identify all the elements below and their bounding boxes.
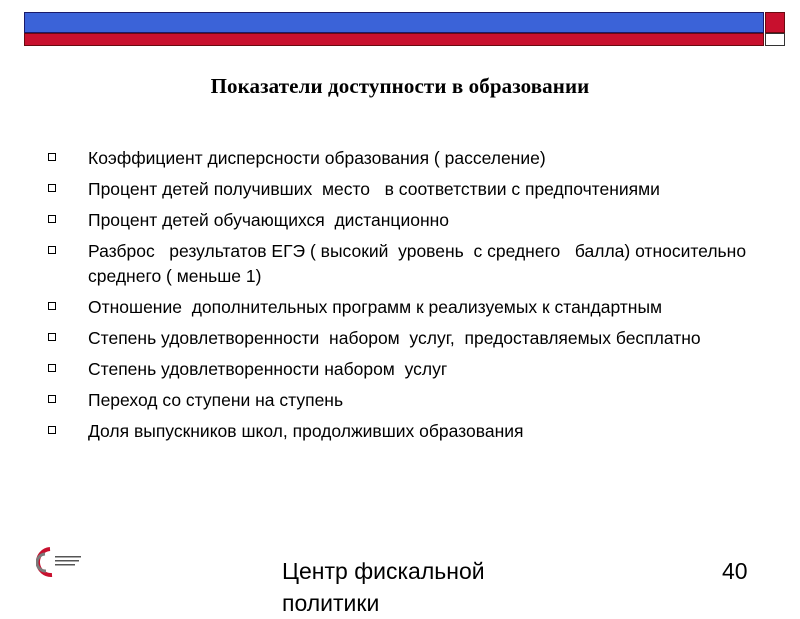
bullet-list (46, 146, 786, 450)
bullet-text: Доля выпускников школ, продолживших образования (88, 421, 524, 441)
center-logo-icon (36, 546, 84, 580)
hollow-square-icon (48, 184, 56, 192)
header-blue-bar (24, 12, 764, 33)
header-corner-white-square (765, 33, 785, 46)
bullet-text: Переход со ступени на ступень (88, 390, 344, 410)
bullet-item (46, 388, 786, 413)
bullet-text: Коэффициент дисперсности образования ( расселение) (88, 148, 546, 168)
bullet-text: Степень удовлетворенности набором услуг, предоставляемых бесплатно (88, 328, 701, 348)
slide-title: Показатели доступности в образовании (210, 74, 590, 98)
bullet-item (46, 208, 786, 233)
hollow-square-icon (48, 426, 56, 434)
header-corner-red-square (765, 12, 785, 33)
bullet-item (46, 326, 786, 351)
header-red-bar (24, 33, 764, 46)
hollow-square-icon (48, 153, 56, 161)
bullet-text: Степень удовлетворенности набором услуг (88, 359, 448, 379)
bullet-item (46, 419, 786, 444)
bullet-item (46, 146, 786, 171)
bullet-item (46, 295, 786, 320)
bullet-text: Разброс результатов ЕГЭ ( высокий уровень с среднего балла) относительно среднего ( меньше 1) (88, 241, 756, 286)
footer-text: Центр фискальной политики (282, 558, 485, 616)
bullet-text: Отношение дополнительных программ к реализуемых к стандартным (88, 297, 663, 317)
bullet-text: Процент детей обучающихся дистанционно (88, 210, 450, 230)
hollow-square-icon (48, 364, 56, 372)
hollow-square-icon (48, 302, 56, 310)
bullet-text: Процент детей получивших место в соответствии с предпочтениями (88, 179, 660, 199)
page-number: 40 (722, 558, 748, 584)
bullet-item (46, 177, 786, 202)
hollow-square-icon (48, 333, 56, 341)
hollow-square-icon (48, 395, 56, 403)
hollow-square-icon (48, 215, 56, 223)
bullet-item (46, 239, 786, 289)
bullet-item (46, 357, 786, 382)
hollow-square-icon (48, 246, 56, 254)
